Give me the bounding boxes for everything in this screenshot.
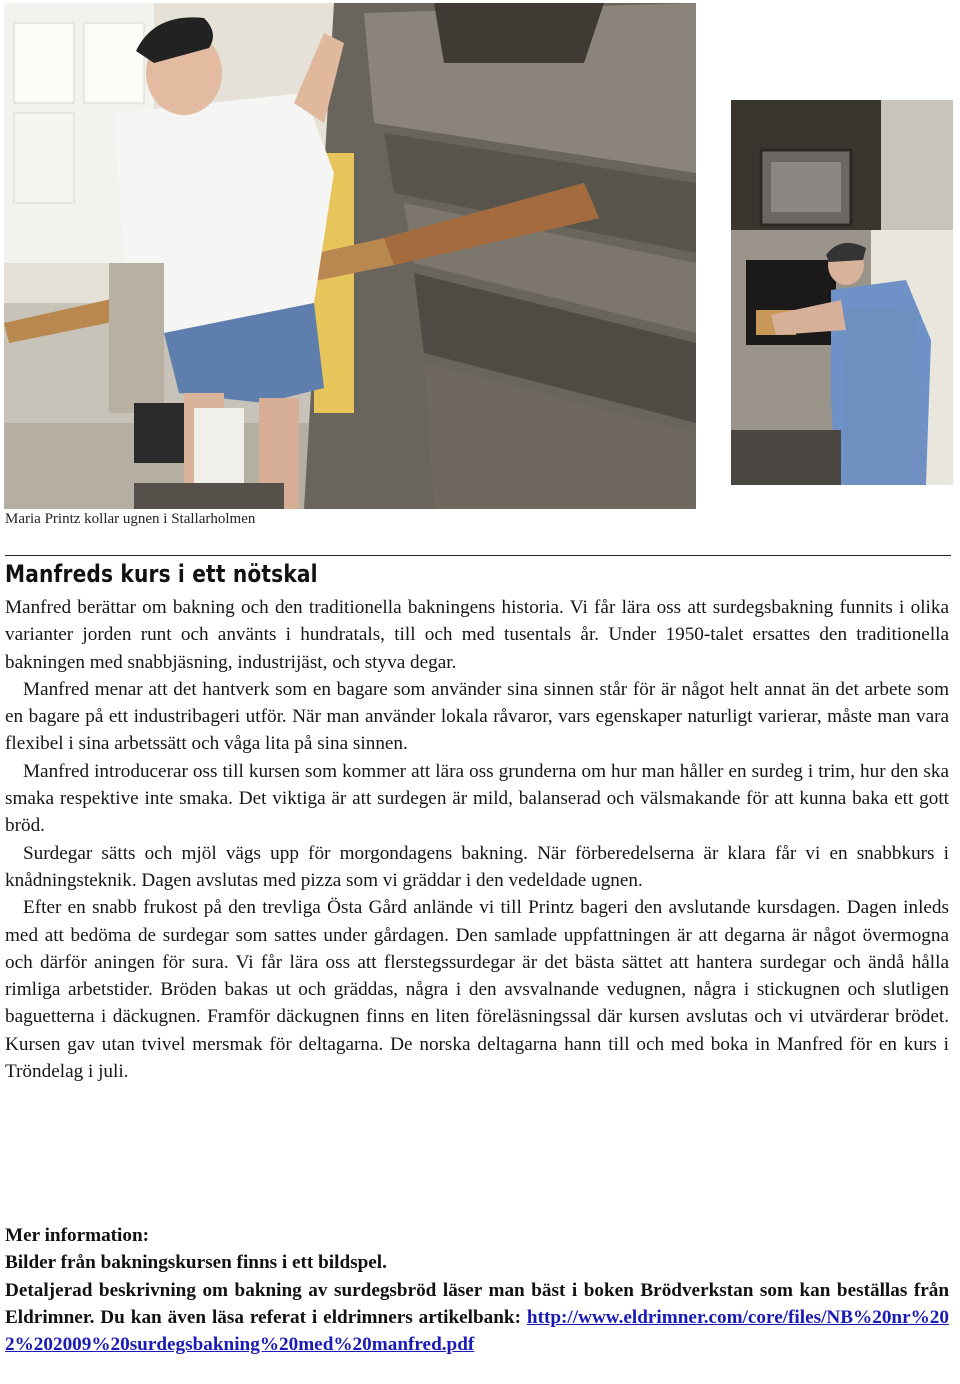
- paragraph: Efter en snabb frukost på den trevliga Östa Gård anlände vi till Printz bageri den avslutande kursdagen. Dagen inleds med att bedöma de surdegar som sattes under gårdagen. Den samlade uppfattningen är att degarna är något övermogna och därför aningen för sura. Vi får lära oss att flerstegssurdegar är det bästa sättet att hantera surdegar och ändå hålla rimliga arbetstider. Bröden bakas ut och gräddas, några i den avsvalnande vedugnen, några i stickugnen och slutligen baguetterna i däckugnen. Framför däckugnen finns en liten föreläsningssal där kursen avslutas och vi utvärderar brödet. Kursen gav utan tvivel mersmak för deltagarna. De norska deltagarna hann till och med boka in Manfred för en kurs i Tröndelag i juli.: [5, 897, 949, 1083]
- photo-caption: Maria Printz kollar ugnen i Stallarholmen: [5, 511, 256, 527]
- photo-baker-loading-oven: [731, 100, 953, 485]
- article-link[interactable]: http://www.eldrimner.com/core/files/NB%20nr%202%202009%20surdegsbakning%20med%20manfred.pdf: [5, 1306, 949, 1356]
- paragraph: Manfred introducerar oss till kursen som kommer att lära oss grunderna om hur man håller en surdeg i trim, hur den ska smaka respektive inte smaka. Det viktiga är att surdegen är mild, balanserad och välsmakande för att kunna baka ett gott bröd.: [5, 760, 949, 837]
- slideshow-note: Bilder från bakningskursen finns i ett bildspel.: [5, 1252, 387, 1274]
- section-divider: [5, 555, 951, 556]
- photo-baker-loading-oven-image: [731, 100, 953, 485]
- photo-baker-at-oven-image: [4, 3, 696, 509]
- paragraph: Manfred menar att det hantverk som en bagare som använder sina sinnen står för är något helt annat än det arbete som en bagare på ett industribageri utför. När man använder lokala råvaror, vars egenskaper naturligt varierar, måste man vara flexibel i sina arbetssätt och våga lita på sina sinnen.: [5, 678, 949, 755]
- photo-baker-at-oven: [4, 3, 696, 509]
- book-reference-text: Detaljerad beskrivning om bakning av surdegsbröd läser man bäst i boken Brödverkstan som kan beställas från Eldrimner. Du kan även läsa referat i eldrimners artikelbank:: [5, 1279, 949, 1328]
- book-reference: [5, 1277, 949, 1359]
- more-info-heading: Mer information:: [5, 1225, 150, 1246]
- article-title: Manfreds kurs i ett nötskal: [5, 560, 318, 588]
- more-info-section: [5, 1222, 949, 1358]
- paragraph: Surdegar sätts och mjöl vägs upp för morgondagens bakning. När förberedelserna är klara får vi en snabbkurs i knådningsteknik. Dagen avslutas med pizza som vi gräddar i den vedeldade ugnen.: [5, 842, 949, 891]
- article-body: [5, 594, 949, 1085]
- paragraph: Manfred berättar om bakning och den traditionella bakningens historia. Vi får lära oss att surdegsbakning funnits i olika varianter jorden runt och använts i hundratals, till och med tusentals år. Under 1950-talet ersattes den traditionella bakningen med snabbjäsning, industrijäst, och styva degar.: [5, 597, 949, 673]
